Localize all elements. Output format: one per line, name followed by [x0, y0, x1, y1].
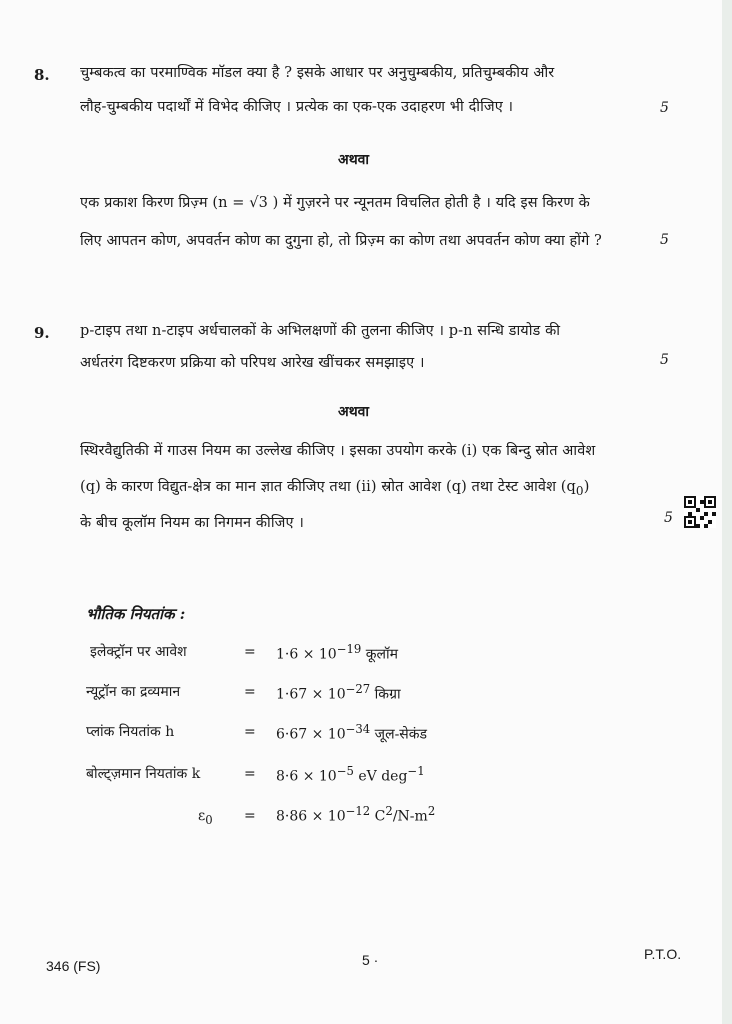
qr-code-icon: [684, 496, 716, 528]
constant-equals: =: [244, 684, 256, 700]
question-8-number: 8.: [34, 66, 50, 84]
question-8-marks: 5: [660, 100, 669, 116]
constants-heading: भौतिक नियतांक :: [86, 605, 186, 623]
constant-value-base: 1·67 × 10: [276, 686, 346, 703]
page-edge: [722, 0, 732, 1024]
question-9-alt-line-2: [80, 476, 589, 498]
question-9-line-1: p-टाइप तथा n-टाइप अर्धचालकों के अभिलक्षणों की तुलना कीजिए । p-n सन्धि डायोड की: [80, 323, 561, 339]
constant-unit-tail: /N-m: [392, 808, 428, 825]
constant-value-unit: eV deg: [353, 768, 408, 785]
constant-value-unit: कूलॉम: [361, 646, 399, 663]
constant-unit-exponent: −1: [407, 764, 425, 778]
constant-value-unit: जूल-सेकंड: [370, 726, 428, 743]
question-9-alt-line-2-end: ): [583, 479, 590, 495]
constant-value-base: 1·6 × 10: [276, 646, 337, 663]
constant-value-unit: किग्रा: [370, 686, 401, 703]
constant-equals: =: [244, 724, 256, 740]
constant-value: [276, 722, 427, 744]
constant-value-exponent: −34: [345, 722, 371, 736]
question-9-alt-line-1: स्थिरवैद्युतिकी में गाउस नियम का उल्लेख कीजिए । इसका उपयोग करके (i) एक बिन्दु स्रोत आवेश: [80, 443, 596, 459]
question-8-alt-line-2: लिए आपतन कोण, अपवर्तन कोण का दुगुना हो, तो प्रिज़्म का कोण तथा अपवर्तन कोण क्या होंगे ?: [80, 233, 602, 249]
question-9-or-label: अथवा: [338, 404, 370, 420]
question-9-alt-line-2-text: (q) के कारण विद्युत-क्षेत्र का मान ज्ञात कीजिए तथा (ii) स्रोत आवेश (q) तथा टेस्ट आवेश (q: [80, 479, 576, 495]
page-number: 5 ·: [362, 952, 379, 968]
constant-unit-exponent: 2: [385, 804, 393, 818]
constant-unit-tail-exponent: 2: [427, 804, 436, 818]
constant-label: [198, 808, 213, 827]
constant-value-unit: C: [370, 808, 386, 825]
constant-value-exponent: −27: [345, 682, 371, 696]
question-9-alt-marks: 5: [664, 510, 673, 526]
constant-value-base: 6·67 × 10: [276, 726, 346, 743]
question-8-line-2: लौह-चुम्बकीय पदार्थों में विभेद कीजिए । प्रत्येक का एक-एक उदाहरण भी दीजिए ।: [80, 99, 514, 115]
epsilon-subscript: 0: [205, 812, 213, 827]
constant-value-base: 8·86 × 10: [276, 808, 346, 825]
question-8-alt-marks: 5: [660, 232, 669, 248]
paper-code: 346 (FS): [46, 958, 101, 974]
constant-value-exponent: −19: [336, 642, 362, 656]
constant-value: [276, 682, 401, 704]
constant-label: इलेक्ट्रॉन पर आवेश: [90, 644, 187, 660]
question-8-alt-line-1: एक प्रकाश किरण प्रिज़्म (n = √3 ) में गुज़रने पर न्यूनतम विचलित होती है । यदि इस किरण के: [80, 195, 590, 211]
constant-equals: =: [244, 766, 256, 782]
question-9-line-2: अर्धतरंग दिष्टकरण प्रक्रिया को परिपथ आरेख खींचकर समझाइए ।: [80, 355, 425, 371]
question-9-alt-line-3: के बीच कूलॉम नियम का निगमन कीजिए ।: [80, 515, 304, 531]
constant-value: [276, 642, 398, 664]
test-charge-subscript: 0: [575, 483, 584, 498]
question-9-number: 9.: [34, 324, 50, 342]
constant-value-exponent: −12: [345, 804, 371, 818]
question-8-line-1: चुम्बकत्व का परमाण्विक मॉडल क्या है ? इसके आधार पर अनुचुम्बकीय, प्रतिचुम्बकीय और: [80, 65, 555, 81]
constant-label: न्यूट्रॉन का द्रव्यमान: [86, 684, 181, 700]
pto-label: P.T.O.: [644, 946, 682, 962]
question-8-or-label: अथवा: [338, 152, 370, 168]
constant-value: [276, 764, 425, 785]
question-9-marks: 5: [660, 352, 669, 368]
constant-label: प्लांक नियतांक h: [86, 724, 175, 740]
constant-value-base: 8·6 × 10: [276, 768, 337, 785]
constant-equals: =: [244, 644, 256, 660]
constant-value-exponent: −5: [336, 764, 354, 778]
epsilon-symbol: ε: [198, 808, 206, 824]
constant-label: बोल्ट्ज़मान नियतांक k: [86, 766, 201, 782]
constant-equals: =: [244, 808, 256, 824]
constant-value: [276, 804, 435, 825]
